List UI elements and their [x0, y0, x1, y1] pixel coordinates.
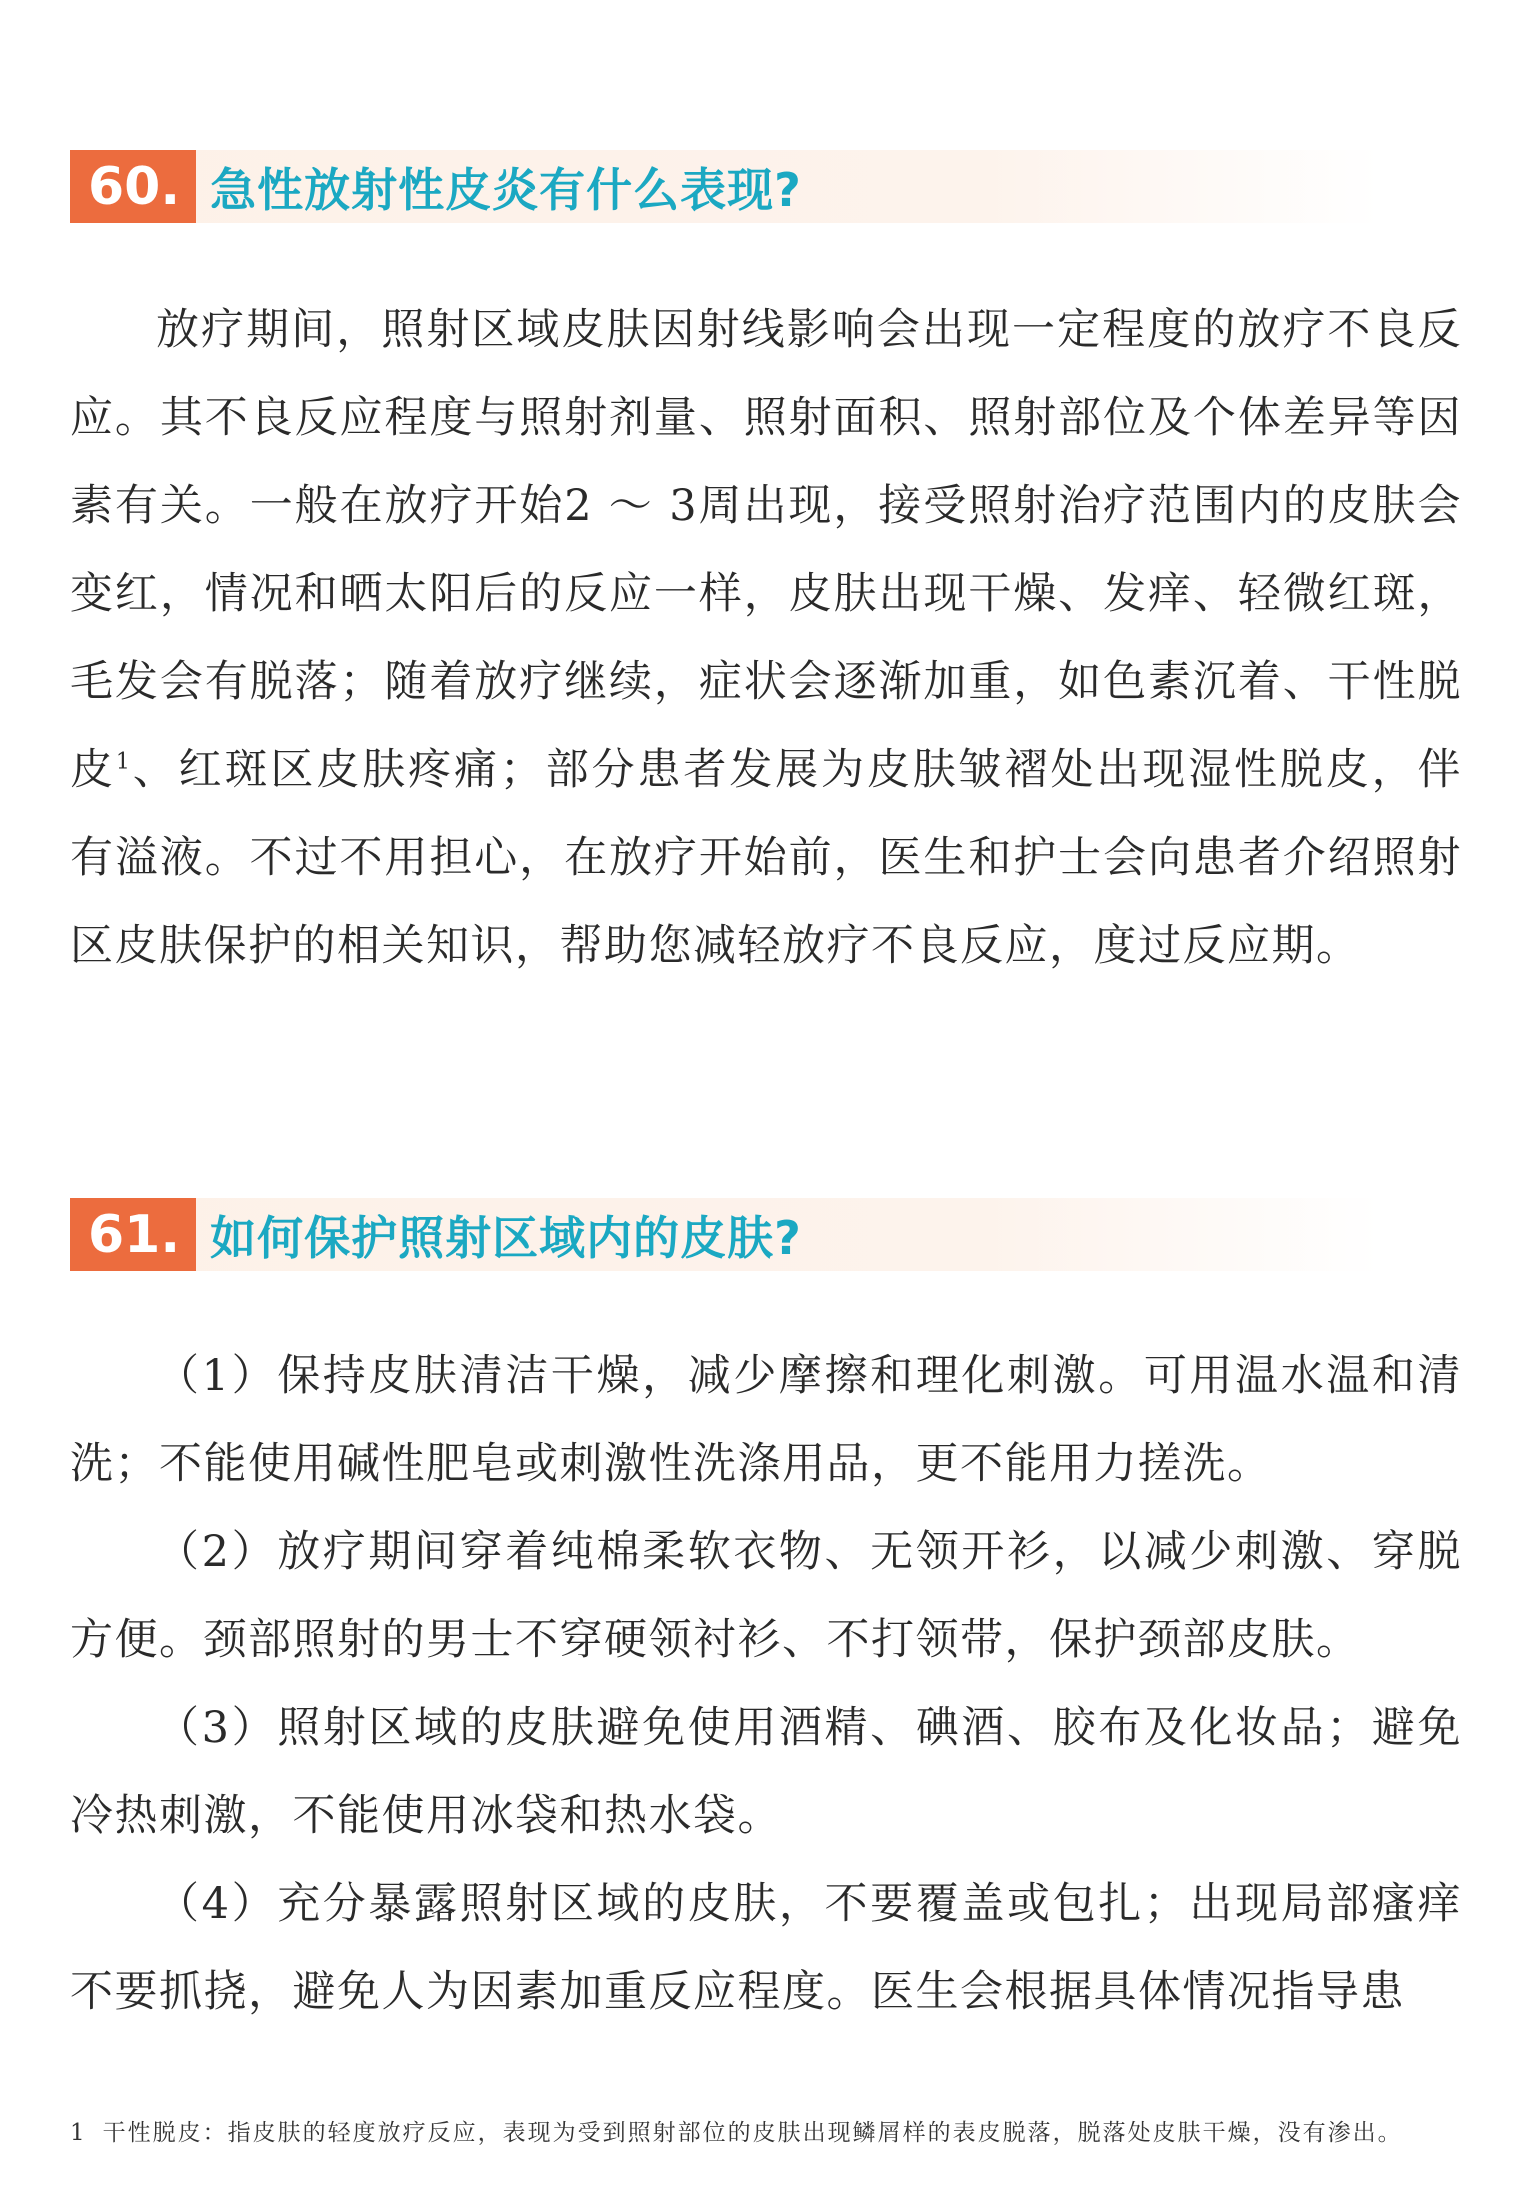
- section-61-item-3: （3）照射区域的皮肤避免使用酒精、碘酒、胶布及化妆品；避免冷热刺激，不能使用冰袋和热水袋。: [70, 1703, 1462, 1841]
- section-60-text-part1: 放疗期间，照射区域皮肤因射线影响会出现一定程度的放疗不良反应。其不良反应程度与照射剂量、照射面积、照射部位及个体差异等因素有关。一般在放疗开始2 ～ 3周出现，接受照射治疗范围内的皮肤会变红，情况和晒太阳后的反应一样，皮肤出现干燥、发痒、轻微红斑，毛发会有脱落；随着放疗继续，症状会逐渐加重，如色素沉着、干性脱皮: [70, 305, 1462, 795]
- section-61-header: [70, 1198, 1380, 1271]
- section-61-body: [70, 1332, 1462, 2036]
- section-60-title: 急性放射性皮炎有什么表现?: [210, 162, 802, 217]
- section-60-header: [70, 150, 1380, 223]
- section-60-number: 60.: [70, 150, 196, 223]
- section-61-number: 61.: [70, 1198, 196, 1271]
- section-60-body: [70, 286, 1462, 990]
- footnote-reference[interactable]: 1: [115, 749, 132, 775]
- section-60-paragraph: [70, 286, 1462, 990]
- section-61-item-2: （2）放疗期间穿着纯棉柔软衣物、无领开衫，以减少刺激、穿脱方便。颈部照射的男士不穿硬领衬衫、不打领带，保护颈部皮肤。: [70, 1527, 1462, 1665]
- section-61-item-4: （4）充分暴露照射区域的皮肤，不要覆盖或包扎；出现局部瘙痒不要抓挠，避免人为因素加重反应程度。医生会根据具体情况指导患: [70, 1879, 1462, 2017]
- footnote-number: 1: [70, 2120, 87, 2146]
- footnote-text: 干性脱皮：指皮肤的轻度放疗反应，表现为受到照射部位的皮肤出现鳞屑样的表皮脱落，脱落处皮肤干燥，没有渗出。: [102, 2120, 1403, 2146]
- section-61-title: 如何保护照射区域内的皮肤?: [210, 1210, 802, 1265]
- footnote: [70, 2112, 1462, 2155]
- section-61-item-1: （1）保持皮肤清洁干燥，减少摩擦和理化刺激。可用温水温和清洗；不能使用碱性肥皂或刺激性洗涤用品，更不能用力搓洗。: [70, 1351, 1462, 1489]
- section-60-text-part2: 、红斑区皮肤疼痛；部分患者发展为皮肤皱褶处出现湿性脱皮，伴有溢液。不过不用担心，在放疗开始前，医生和护士会向患者介绍照射区皮肤保护的相关知识，帮助您减轻放疗不良反应，度过反应期。: [70, 745, 1463, 971]
